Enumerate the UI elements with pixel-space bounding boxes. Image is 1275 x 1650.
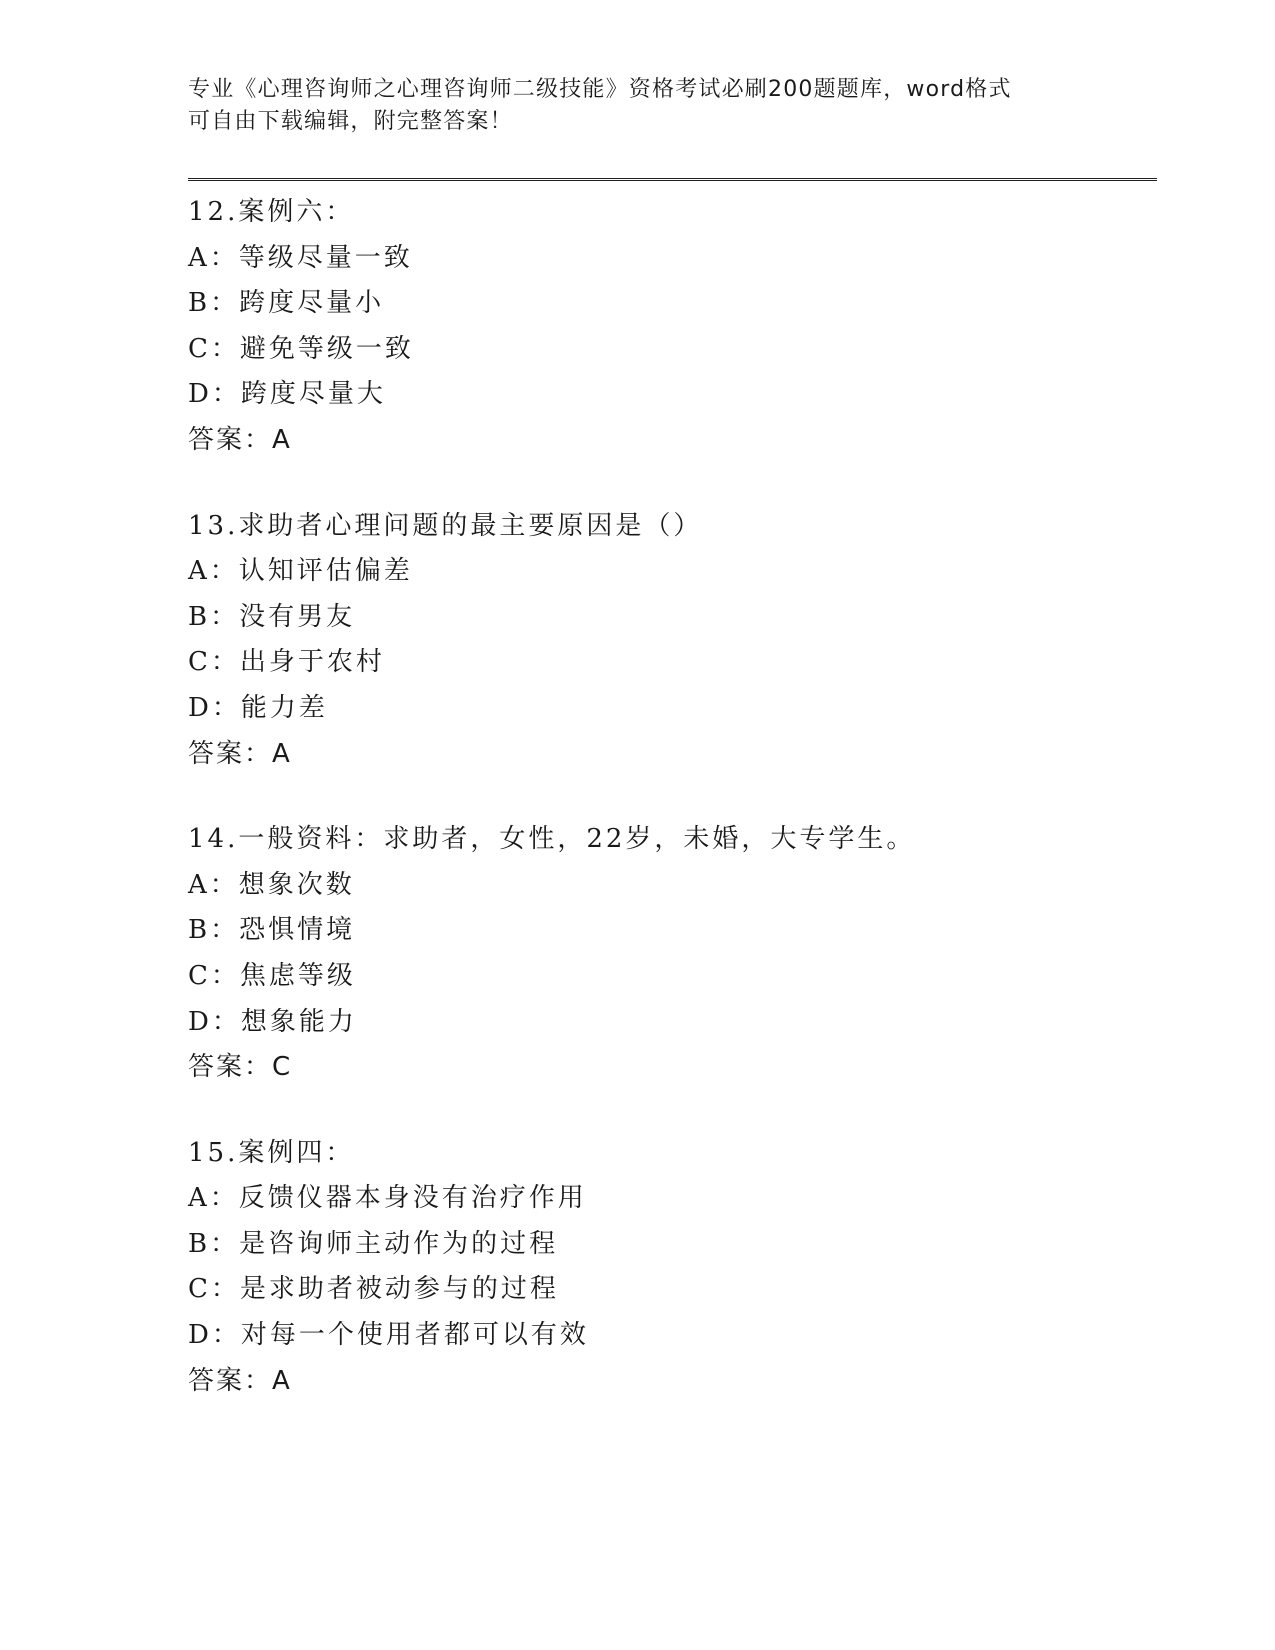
- option-b: B：跨度尽量小: [188, 288, 385, 319]
- option-d: D：对每一个使用者都可以有效: [188, 1320, 589, 1351]
- option-d: D：能力差: [188, 692, 328, 723]
- header-line-2: 可自由下载编辑，附完整答案！: [188, 109, 513, 134]
- question-item: [188, 190, 1148, 464]
- document-header: [188, 74, 1088, 138]
- question-item: [188, 817, 1148, 1091]
- option-b: B：恐惧情境: [188, 915, 356, 946]
- option-c: C：是求助者被动参与的过程: [188, 1274, 559, 1305]
- answer-line: 答案：A: [188, 1365, 292, 1396]
- answer-line: 答案：A: [188, 424, 292, 455]
- question-title: 13.求助者心理问题的最主要原因是（）: [188, 510, 703, 541]
- option-c: C：焦虑等级: [188, 960, 356, 991]
- option-a: A：认知评估偏差: [188, 556, 413, 587]
- header-line-1: 专业《心理咨询师之心理咨询师二级技能》资格考试必刷200题题库，word格式: [188, 77, 1012, 102]
- option-b: B：是咨询师主动作为的过程: [188, 1228, 559, 1259]
- answer-line: 答案：C: [188, 1052, 293, 1083]
- option-d: D：想象能力: [188, 1006, 357, 1037]
- option-d: D：跨度尽量大: [188, 379, 386, 410]
- question-item: [188, 504, 1148, 778]
- option-c: C：避免等级一致: [188, 333, 414, 364]
- question-item: [188, 1131, 1148, 1405]
- option-a: A：反馈仪器本身没有治疗作用: [188, 1183, 587, 1214]
- question-title: 15.案例四：: [188, 1137, 355, 1168]
- answer-line: 答案：A: [188, 738, 292, 769]
- option-a: A：等级尽量一致: [188, 242, 413, 273]
- question-title: 14.一般资料：求助者，女性，22岁，未婚，大专学生。: [188, 824, 916, 855]
- option-a: A：想象次数: [188, 869, 355, 900]
- option-c: C：出身于农村: [188, 647, 385, 678]
- question-title: 12.案例六：: [188, 197, 355, 227]
- header-divider: [188, 178, 1157, 181]
- question-list: [188, 190, 1148, 1444]
- option-b: B：没有男友: [188, 601, 356, 632]
